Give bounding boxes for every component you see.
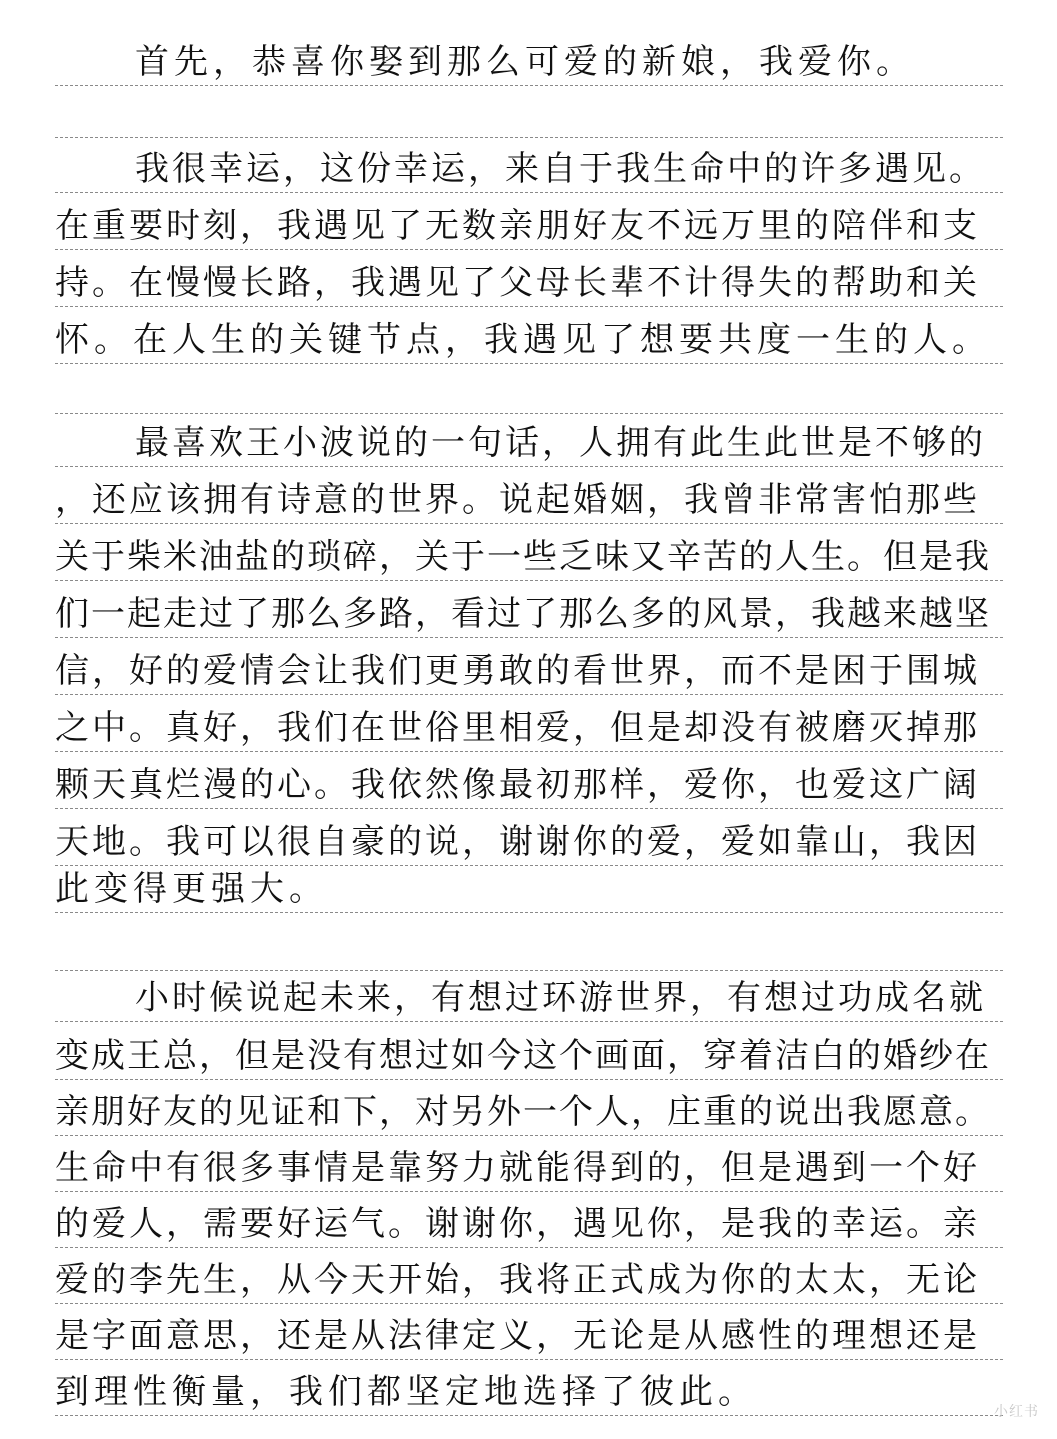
text-line — [55, 478, 1003, 524]
text-line — [55, 421, 1003, 467]
paragraph-4-line-8: 到理性衡量，我们都坚定地选择了彼此。 — [55, 1372, 757, 1412]
paragraph-4-line-4: 生命中有很多事情是靠努力就能得到的，但是遇到一个好 — [55, 1148, 980, 1188]
paragraph-3-line-1: 最喜欢王小波说的一句话，人拥有此生此世是不够的 — [135, 423, 986, 463]
blank-ruled-line — [55, 970, 1003, 971]
paragraph-2-line-3: 持。在慢慢长路，我遇见了父母长辈不计得失的帮助和关 — [55, 263, 980, 303]
text-line — [55, 820, 1003, 866]
text-line — [55, 1146, 1003, 1192]
blank-ruled-line — [55, 137, 1003, 138]
text-line — [55, 40, 1003, 86]
text-line — [55, 1370, 1003, 1416]
text-line — [55, 867, 1003, 913]
text-line — [55, 535, 1003, 581]
paragraph-3-line-4: 们一起走过了那么多路，看过了那么多的风景，我越来越坚 — [55, 594, 991, 634]
text-line — [55, 592, 1003, 638]
paragraph-4-line-1: 小时候说起未来，有想过环游世界，有想过功成名就 — [135, 978, 986, 1018]
paragraph-4-line-5: 的爱人，需要好运气。谢谢你，遇见你，是我的幸运。亲 — [55, 1204, 980, 1244]
paragraph-3-line-7: 颗天真烂漫的心。我依然像最初那样，爱你，也爱这广阔 — [55, 765, 980, 805]
paragraph-4-line-6: 爱的李先生，从今天开始，我将正式成为你的太太，无论 — [55, 1260, 980, 1300]
text-line — [55, 1202, 1003, 1248]
blank-ruled-line — [55, 413, 1003, 414]
paragraph-4-line-3: 亲朋好友的见证和下，对另外一个人，庄重的说出我愿意。 — [55, 1092, 991, 1132]
paragraph-3-line-8: 天地。我可以很自豪的说，谢谢你的爱，爱如靠山，我因 — [55, 822, 980, 862]
text-line — [55, 318, 1003, 364]
paragraph-4-line-2: 变成王总，但是没有想过如今这个画面，穿着洁白的婚纱在 — [55, 1036, 991, 1076]
text-line — [55, 204, 1003, 250]
text-line — [55, 976, 1003, 1022]
paragraph-3-line-5: 信，好的爱情会让我们更勇敢的看世界，而不是困于围城 — [55, 651, 980, 691]
text-line — [55, 1314, 1003, 1360]
paragraph-2-line-4: 怀。在人生的关键节点，我遇见了想要共度一生的人。 — [55, 320, 991, 360]
paragraph-2-line-1: 我很幸运，这份幸运，来自于我生命中的许多遇见。 — [135, 149, 986, 189]
text-line — [55, 147, 1003, 193]
text-line — [55, 261, 1003, 307]
paragraph-3-line-3: 关于柴米油盐的琐碎，关于一些乏味又辛苦的人生。但是我 — [55, 537, 991, 577]
paragraph-1-line-1: 首先，恭喜你娶到那么可爱的新娘，我爱你。 — [135, 42, 915, 82]
text-line — [55, 706, 1003, 752]
paragraph-4-line-7: 是字面意思，还是从法律定义，无论是从感性的理想还是 — [55, 1316, 980, 1356]
app-watermark: 小红书 — [994, 1404, 1039, 1420]
text-line — [55, 763, 1003, 809]
text-line — [55, 1258, 1003, 1304]
text-line — [55, 1090, 1003, 1136]
paragraph-3-line-2: ，还应该拥有诗意的世界。说起婚姻，我曾非常害怕那些 — [55, 480, 980, 520]
paragraph-3-line-6: 之中。真好，我们在世俗里相爱，但是却没有被磨灭掉那 — [55, 708, 980, 748]
paragraph-2-line-2: 在重要时刻，我遇见了无数亲朋好友不远万里的陪伴和支 — [55, 206, 980, 246]
text-line — [55, 1034, 1003, 1080]
text-line — [55, 649, 1003, 695]
paragraph-3-line-9: 此变得更强大。 — [55, 869, 328, 909]
